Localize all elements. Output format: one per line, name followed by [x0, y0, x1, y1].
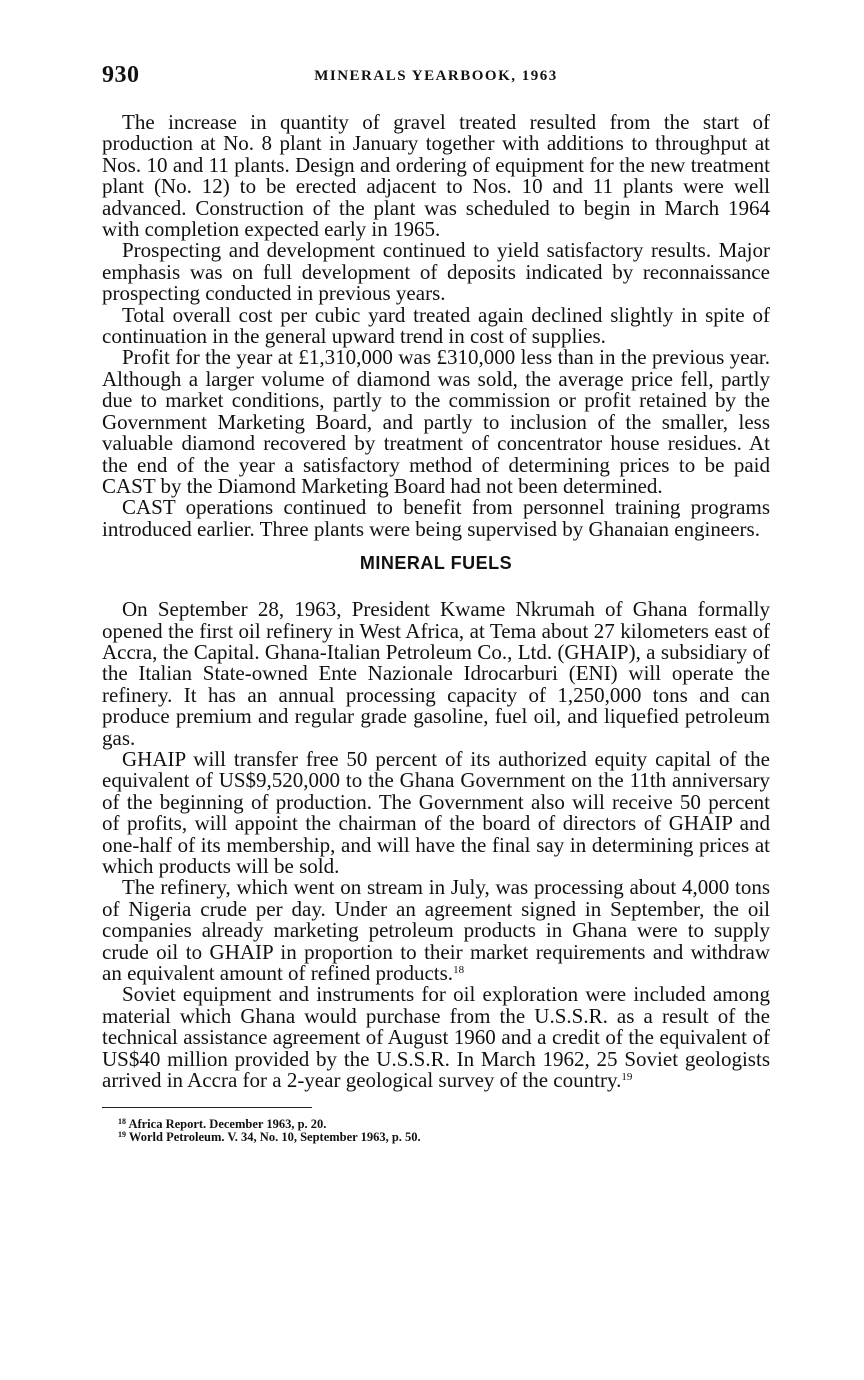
footnote-divider: [102, 1107, 312, 1108]
footnote-reference: 18: [453, 964, 465, 977]
running-title: MINERALS YEARBOOK, 1963: [314, 68, 558, 84]
running-header: [102, 62, 770, 92]
paragraph: CAST operations continued to benefit from personnel training programs introduced earlier. Three plants were being supervised by Ghanaian engineers.: [102, 495, 770, 541]
paragraph: Prospecting and development continued to yield satisfactory results. Major emphasis was on full development of deposits indicated by reconnaissance prospecting conducted in previous years.: [102, 238, 770, 306]
paragraph: On September 28, 1963, President Kwame Nkrumah of Ghana formally opened the first oil refinery in West Africa, at Tema about 27 kilometers east of Accra, the Capital. Ghana-Italian Petroleum Co., Ltd. (GHAIP), a subsidiary of the Italian State-owned Ente Nazionale Idrocarburi (ENI) will operate the refinery. It has an annual processing capacity of 1,250,000 tons and can produce premium and regular grade gasoline, fuel oil, and liquefied petroleum gas.: [102, 597, 770, 750]
section-heading: MINERAL FUELS: [359, 553, 513, 574]
paragraph: Total overall cost per cubic yard treated again declined slightly in spite of continuation in the general upward trend in cost of supplies.: [102, 302, 770, 349]
paragraph: The increase in quantity of gravel treated resulted from the start of production at No. 8 plant in January together with additions to throughput at Nos. 10 and 11 plants. Design and ordering of equipment for the new treatment plant (No. 12) to be erected adjacent to Nos. 10 and 11 plants were well advanced. Construction of the plant was scheduled to begin in March 1964 with completion expected early in 1965.: [102, 110, 770, 242]
footnote-mark: 18: [118, 1117, 126, 1127]
paragraph-with-footnote: [102, 877, 770, 984]
paragraph-with-footnote: [102, 984, 770, 1091]
footnote-text: Africa Report. December 1963, p. 20.: [128, 1117, 327, 1132]
paragraph-text: Soviet equipment and instruments for oil exploration were included among material which Ghana would purchase from the U.S.S.R. as a result of the technical assistance agreement of August 1960 and a credit of the equivalent of US$40 million provided by the U.S.S.R. In March 1962, 25 Soviet geologists arrived in Accra for a 2-year geological survey of the country.: [102, 982, 770, 1093]
page-number: 930: [102, 62, 140, 88]
footnote: [118, 1131, 770, 1144]
paragraph: Profit for the year at £1,310,000 was £310,000 less than in the previous year. Although a larger volume of diamond was sold, the average price fell, partly due to market conditions, partly to the commission or profit retained by the Government Marketing Board, and partly to inclusion of the smaller, less valuable diamond recovered by treatment of concentrator house residues. At the end of the year a satisfactory method of determining prices to be paid CAST by the Diamond Marketing Board had not been determined.: [102, 345, 770, 498]
footnote-reference: 19: [621, 1071, 633, 1084]
footnote-mark: 19: [118, 1130, 126, 1140]
footnotes: [102, 1118, 770, 1144]
paragraph: GHAIP will transfer free 50 percent of its authorized equity capital of the equivalent of US$9,520,000 to the Ghana Government on the 11th anniversary of the beginning of production. The Government also will receive 50 percent of profits, will appoint the chairman of the board of directors of GHAIP and one-half of its membership, and will have the final say in determining prices at which products will be sold.: [102, 746, 770, 878]
body-text: [102, 112, 770, 1144]
footnote-text: World Petroleum. V. 34, No. 10, September 1963, p. 50.: [128, 1130, 421, 1145]
paragraph-text: The refinery, which went on stream in July, was processing about 4,000 tons of Nigeria crude per day. Under an agreement signed in September, the oil companies already marketing petroleum products in Ghana were to supply crude oil to GHAIP in proportion to their market requirements and withdraw an equivalent amount of refined products.: [102, 875, 770, 986]
